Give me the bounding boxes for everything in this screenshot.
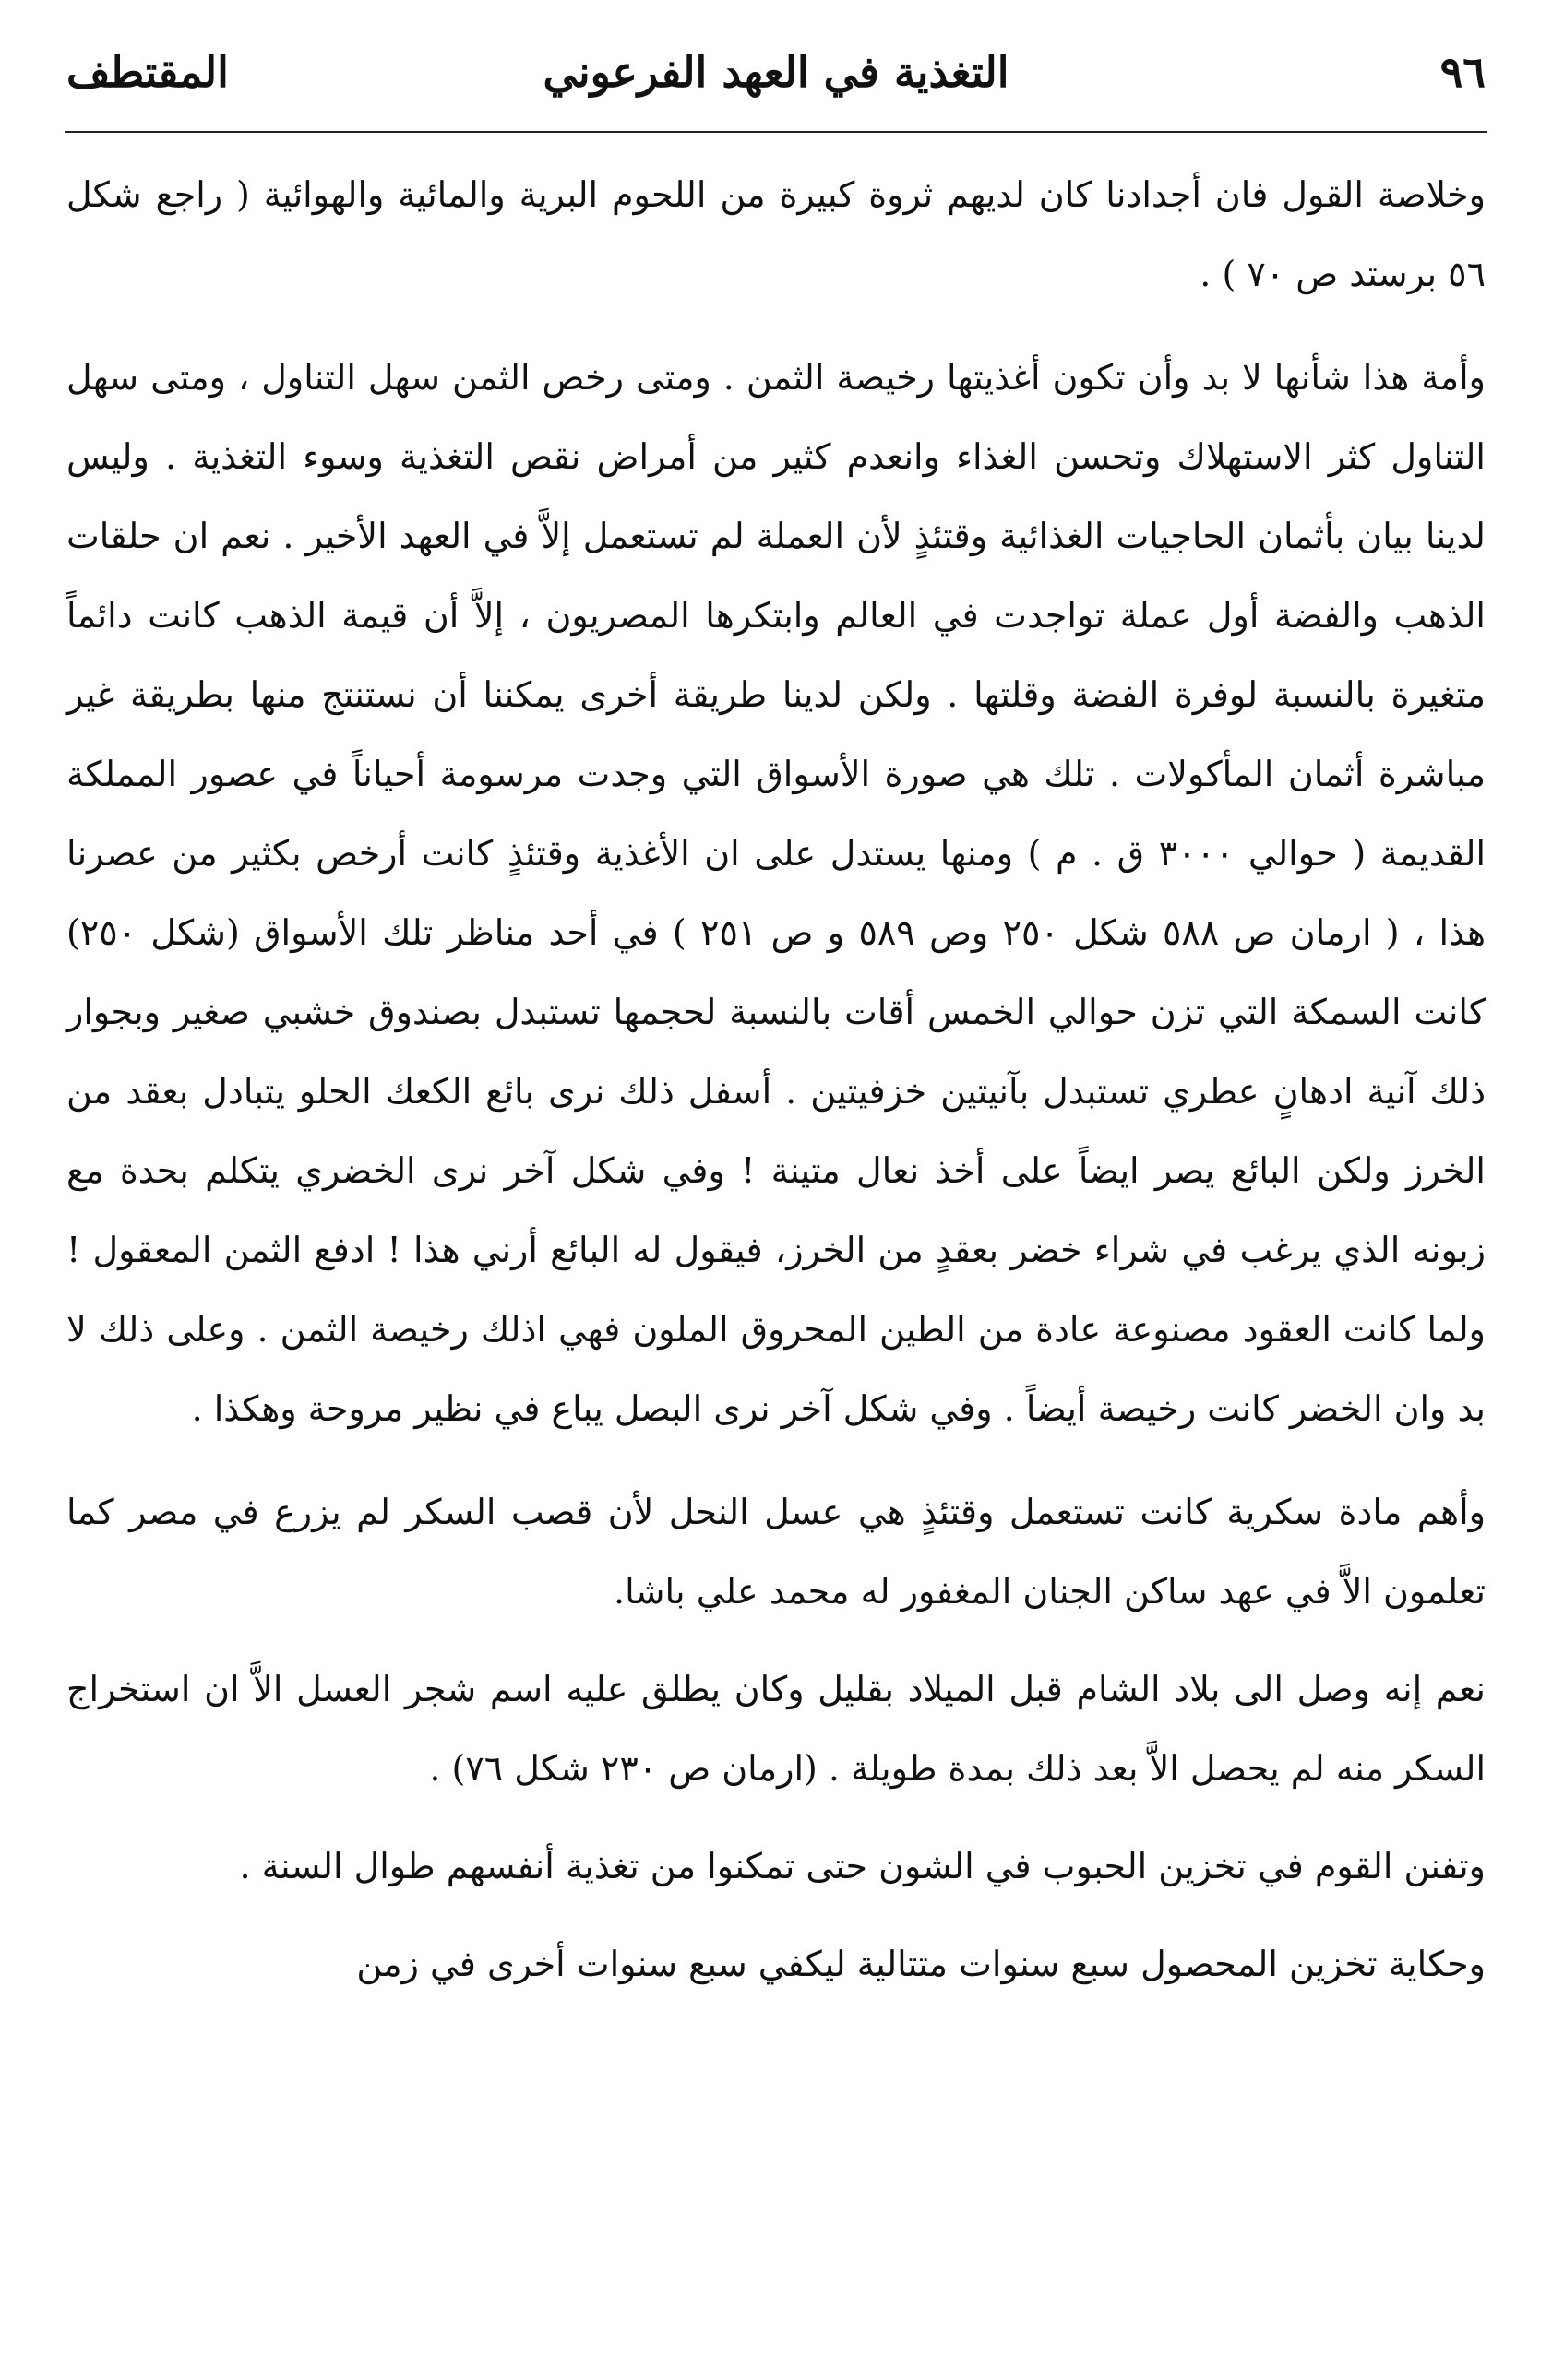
page-number: ٩٦	[1439, 47, 1486, 97]
header-rule	[65, 131, 1487, 133]
running-title: التغذية في العهد الفرعوني	[543, 47, 1009, 97]
body-text	[66, 155, 1486, 2022]
paragraph-sugar: وأهم مادة سكرية كانت تستعمل وقتئذٍ هي عسل النحل لأن قصب السكر لم يزرع في مصر كما تعلمون الاَّ في عهد ساكن الجنان المغفور له محمد علي باشا.	[66, 1492, 1486, 1612]
paragraph-summary: وخلاصة القول فان أجدادنا كان لديهم ثروة كبيرة من اللحوم البرية والمائية والهوائية ( راجع شكل ٥٦ برستد ص ٧٠ ) .	[66, 174, 1486, 294]
paragraph-grain-storage: وتفنن القوم في تخزين الحبوب في الشون حتى تمكنوا من تغذية أنفسهم طوال السنة .	[239, 1846, 1486, 1886]
paragraph-sugarcane: نعم إنه وصل الى بلاد الشام قبل الميلاد بقليل وكان يطلق عليه اسم شجر العسل الاَّ ان استخراج السكر منه لم يحصل الاَّ بعد ذلك بمدة طويلة . (ارمان ص ٢٣٠ شكل ٧٦) .	[66, 1669, 1486, 1789]
journal-name: المقتطف	[66, 47, 229, 97]
paragraph-market-prices: وأمة هذا شأنها لا بد وأن تكون أغذيتها رخيصة الثمن . ومتى رخص الثمن سهل التناول ، ومتى سهل التناول كثر الاستهلاك وتحسن الغذاء وانعدم كثير من أمراض نقص التغذية وسوء التغذية . وليس لدينا بيان بأثمان الحاجيات الغذائية وقتئذٍ لأن العملة لم تستعمل إلاَّ في العهد الأخير . نعم ان حلقات الذهب والفضة أول عملة تواجدت في العالم وابتكرها المصريون ، إلاَّ أن قيمة الذهب كانت دائماً متغيرة بالنسبة لوفرة الفضة وقلتها . ولكن لدينا طريقة أخرى يمكننا أن نستنتج منها بطريقة غير مباشرة أثمان المأكولات . تلك هي صورة الأسواق التي وجدت مرسومة أحياناً في عصور المملكة القديمة ( حوالي ٣٠٠٠ ق . م ) ومنها يستدل على ان الأغذية وقتئذٍ كانت أرخص بكثير من عصرنا هذا ، ( ارمان ص ٥٨٨ شكل ٢٥٠ وص ٥٨٩ و ص ٢٥١ ) في أحد مناظر تلك الأسواق (شكل ٢٥٠) كانت السمكة التي تزن حوالي الخمس أقات بالنسبة لحجمها تستبدل بصندوق خشبي صغير وبجوار ذلك آنية ادهانٍ عطري تستبدل بآنيتين خزفيتين . أسفل ذلك نرى بائع الكعك الحلو يتبادل بعقد من الخرز ولكن البائع يصر ايضاً على أخذ نعال متينة ! وفي شكل آخر نرى الخضري يتكلم بحدة مع زبونه الذي يرغب في شراء خضر بعقدٍ من الخرز، فيقول له البائع أرني هذا ! ادفع الثمن المعقول ! ولما كانت العقود مصنوعة عادة من الطين المحروق الملون فهي اذلك رخيصة الثمن . وعلى ذلك لا بد وان الخضر كانت رخيصة أيضاً . وفي شكل آخر نرى البصل يباع في نظير مروحة وهكذا .	[66, 357, 1486, 1429]
page-header	[66, 35, 1486, 109]
paragraph-seven-years: وحكاية تخزين المحصول سبع سنوات متتالية ليكفي سبع سنوات أخرى في زمن	[356, 1944, 1486, 1984]
